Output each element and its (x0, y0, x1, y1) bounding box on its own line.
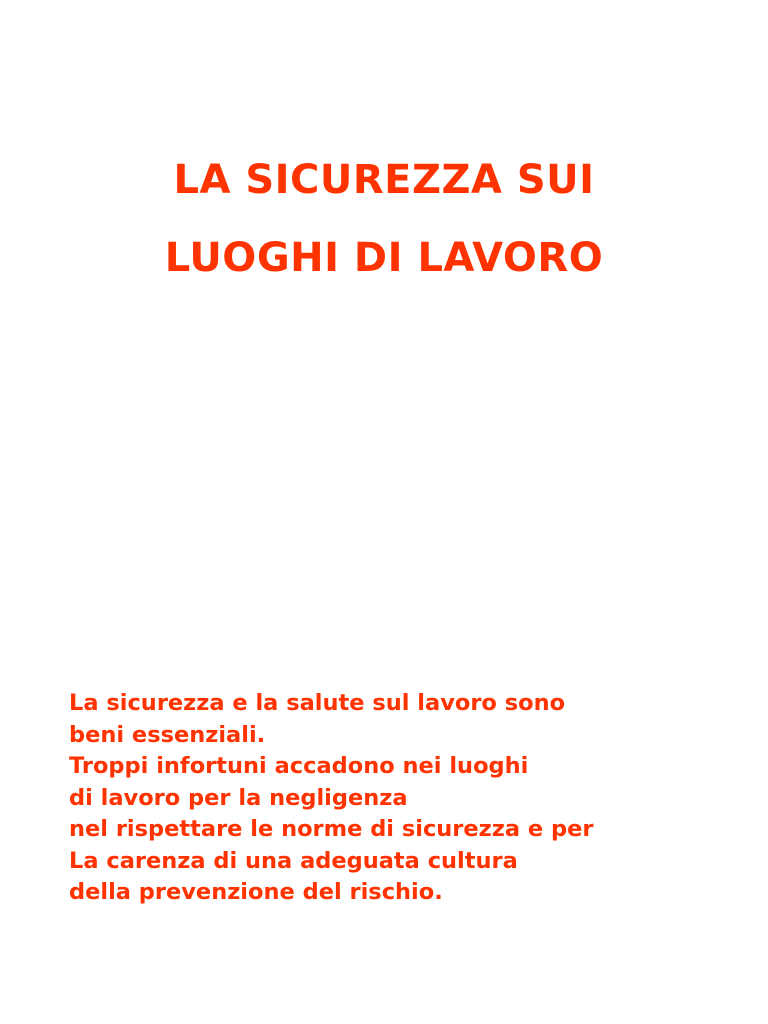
page-title (0, 158, 768, 280)
body-line-6: La carenza di una adeguata cultura (69, 847, 518, 874)
body-line-7: della prevenzione del rischio. (69, 879, 443, 905)
body-line-5: nel rispettare le norme di sicurezza e per (69, 816, 594, 842)
body-line-3: Troppi infortuni accadono nei luoghi (69, 753, 529, 779)
body-line-4: di lavoro per la negligenza (69, 784, 408, 811)
body-paragraph (69, 688, 749, 909)
title-line-2: LUOGHI DI LAVORO (164, 235, 604, 281)
title-line-1: LA SICUREZZA SUI (173, 157, 595, 203)
body-line-1: La sicurezza e la salute sul lavoro sono (69, 690, 566, 716)
body-line-2: beni essenziali. (69, 721, 266, 748)
